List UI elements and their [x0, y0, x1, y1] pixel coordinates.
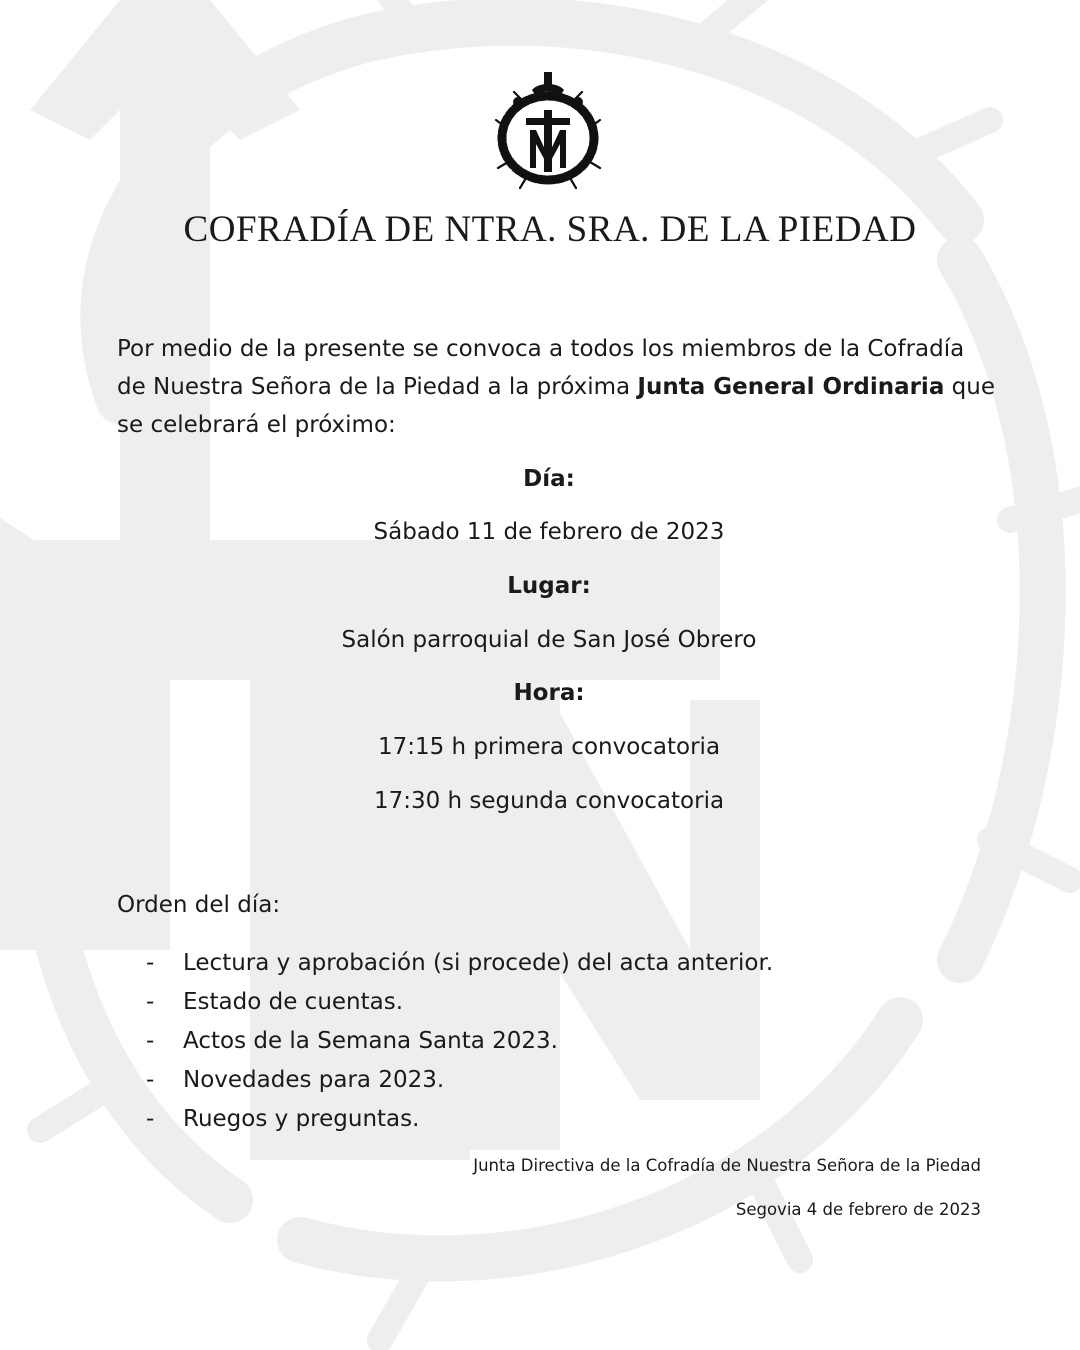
- page-title: COFRADÍA DE NTRA. SRA. DE LA PIEDAD: [183, 209, 917, 250]
- bullet-dash: -: [146, 1106, 155, 1132]
- list-item: [146, 1100, 773, 1139]
- time-first-call: 17:15 h primera convocatoria: [377, 734, 721, 760]
- signature-line: Junta Directiva de la Cofradía de Nuestra Señora de la Piedad: [473, 1156, 981, 1175]
- meeting-name: Junta General Ordinaria: [637, 374, 945, 400]
- day-value: Sábado 11 de febrero de 2023: [373, 519, 725, 545]
- list-item: [146, 1061, 773, 1100]
- list-item: [146, 983, 773, 1022]
- place-label: Lugar:: [507, 573, 591, 599]
- time-second-call: 17:30 h segunda convocatoria: [373, 788, 725, 814]
- agenda-title: Orden del día:: [117, 892, 281, 918]
- bullet-dash: -: [146, 950, 155, 976]
- bullet-dash: -: [146, 989, 155, 1015]
- time-label: Hora:: [513, 680, 585, 706]
- agenda-item-text: Novedades para 2023.: [183, 1067, 445, 1093]
- intro-paragraph: [117, 330, 997, 444]
- day-label: Día:: [523, 466, 575, 492]
- agenda-item-text: Ruegos y preguntas.: [183, 1106, 420, 1132]
- place-value: Salón parroquial de San José Obrero: [341, 627, 757, 653]
- list-item: [146, 1022, 773, 1061]
- agenda-item-text: Actos de la Semana Santa 2023.: [183, 1028, 558, 1054]
- date-line: Segovia 4 de febrero de 2023: [735, 1200, 981, 1219]
- bullet-dash: -: [146, 1028, 155, 1054]
- intro-text-part1: Por medio de la presente se convoca a todos los miembros de la Cofradía de Nuestra Señora de la Piedad a la próxima: [117, 336, 965, 400]
- agenda-list: [146, 944, 773, 1139]
- agenda-item-text: Lectura y aprobación (si procede) del acta anterior.: [183, 950, 774, 976]
- bullet-dash: -: [146, 1067, 155, 1093]
- agenda-item-text: Estado de cuentas.: [183, 989, 404, 1015]
- intro-text-part2: que se celebrará el próximo:: [117, 374, 995, 438]
- crown-of-thorns-cross-emblem: [492, 70, 604, 192]
- list-item: [146, 944, 773, 983]
